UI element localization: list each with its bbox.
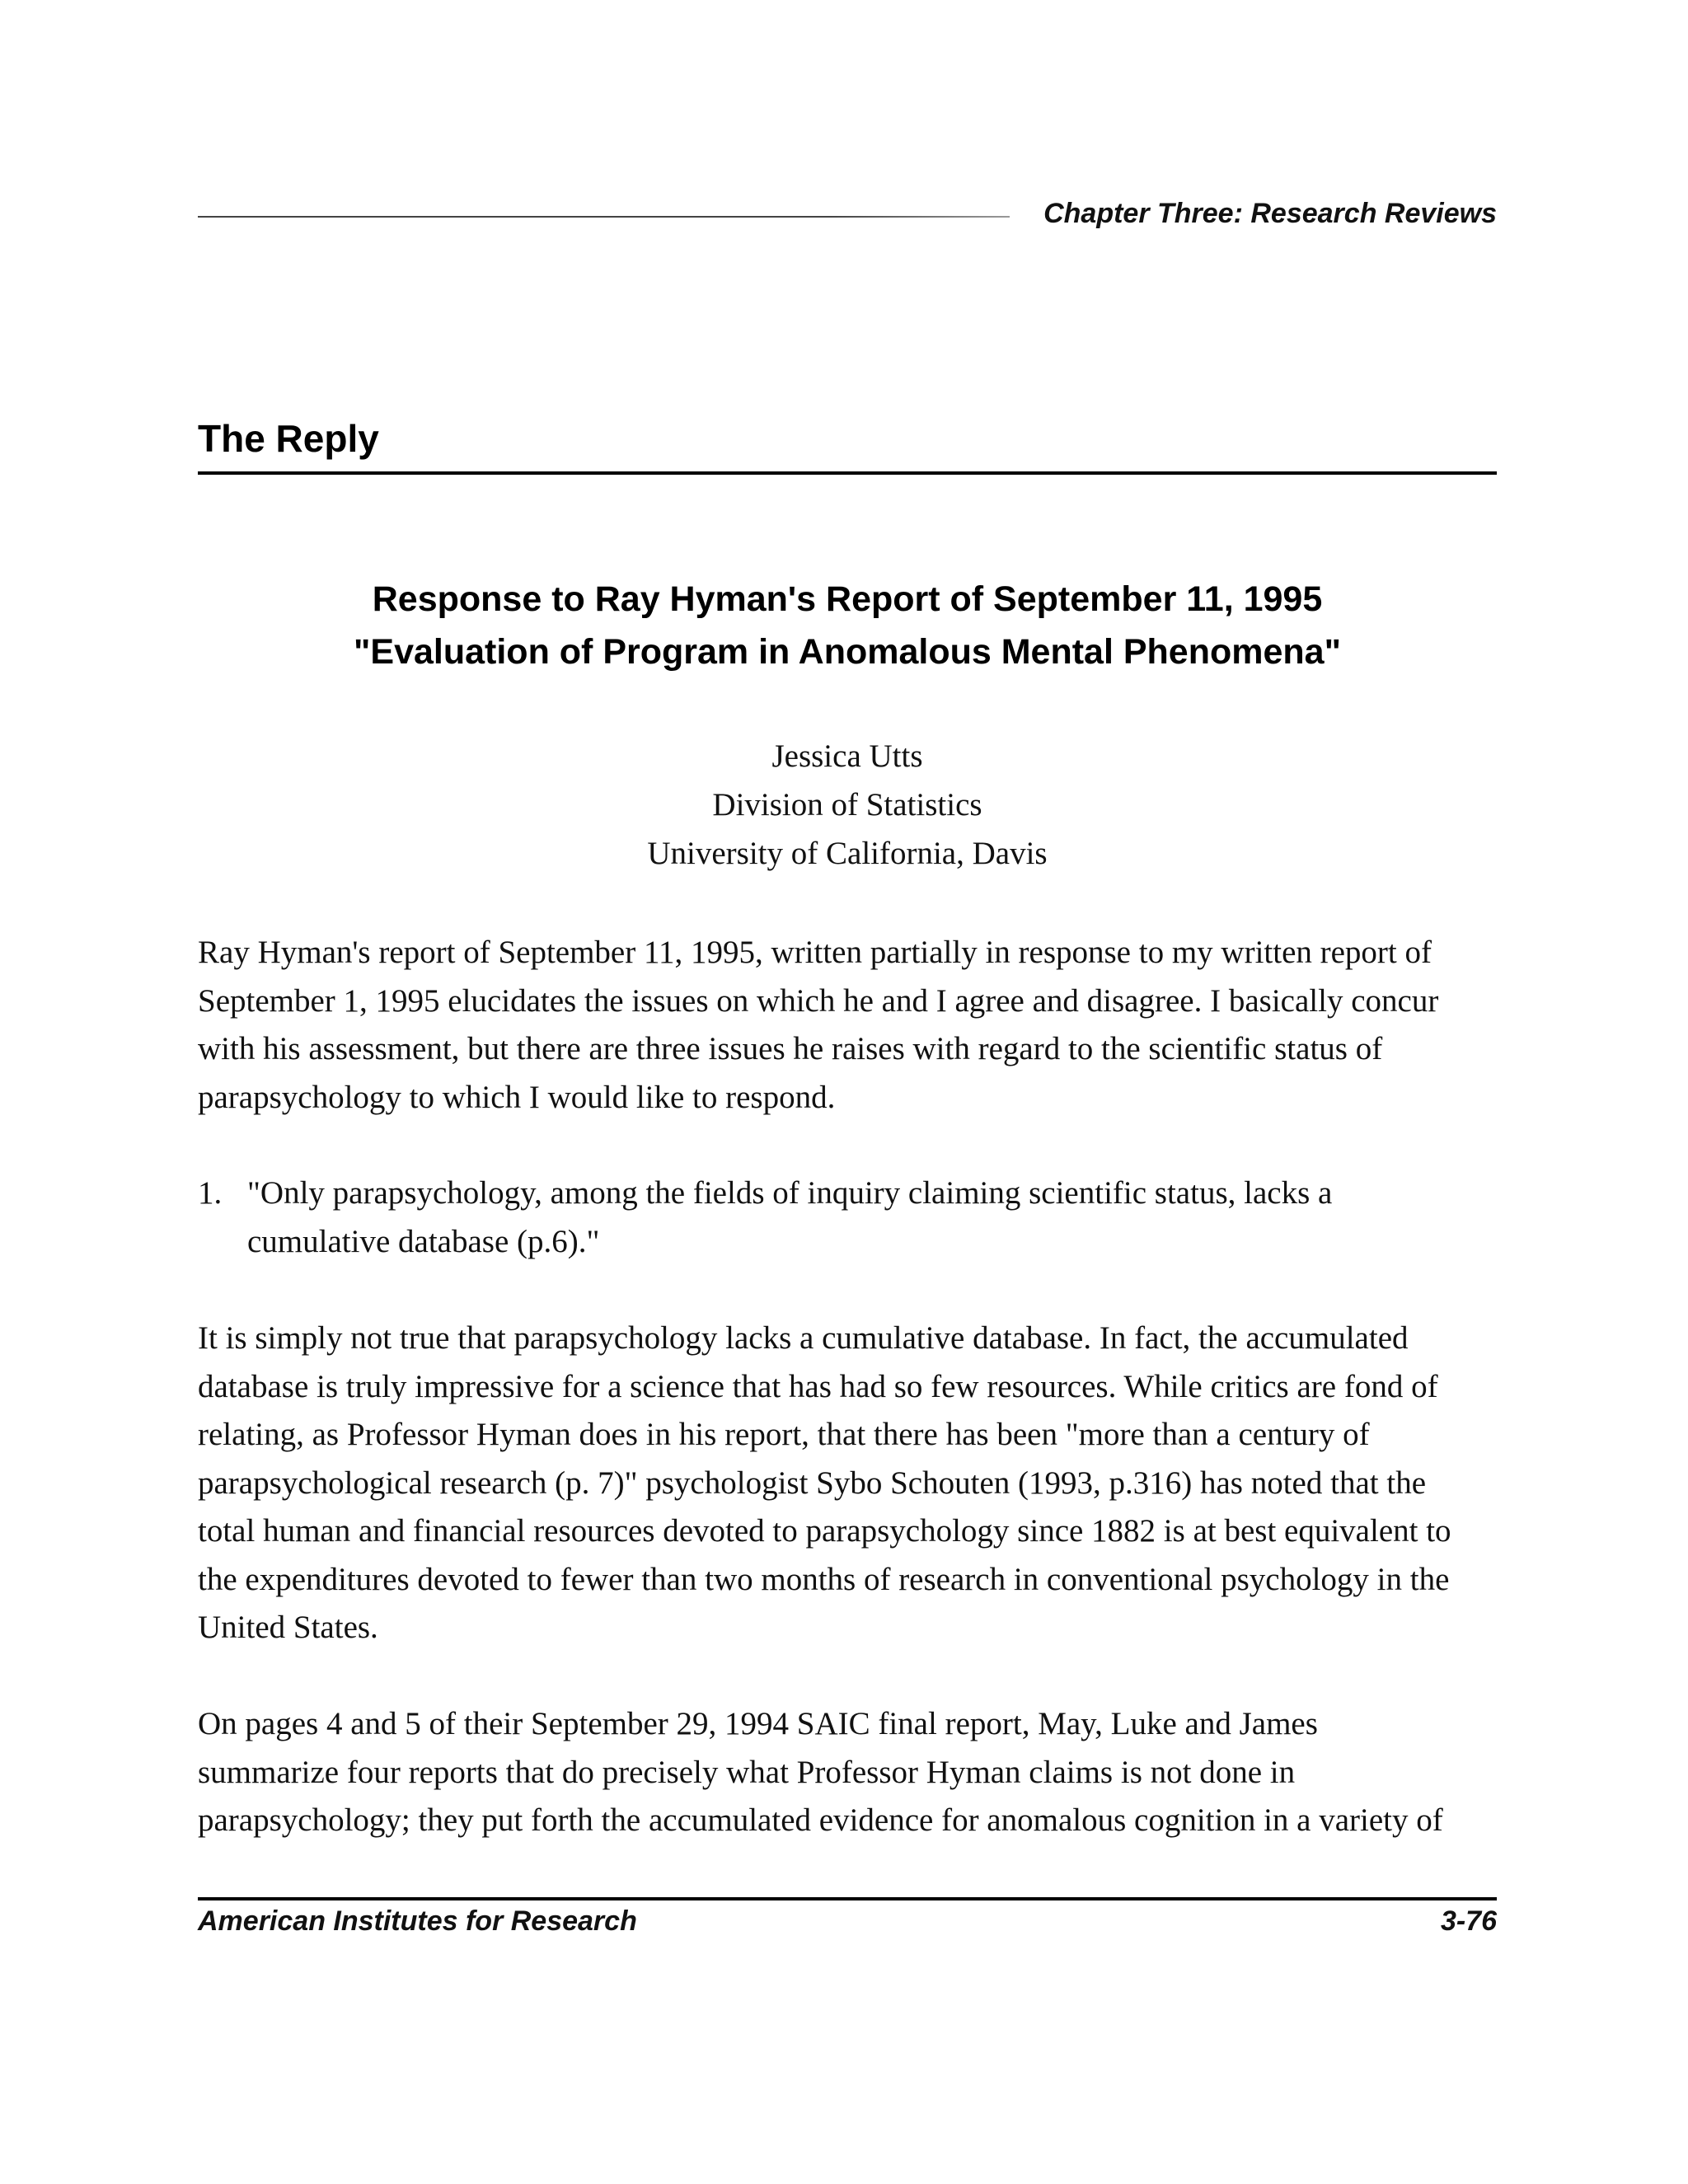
paragraph-line: September 1, 1995 elucidates the issues on which he and I agree and disagree. I basically concur [198,982,1439,1019]
paragraph-line: with his assessment, but there are three issues he raises with regard to the scientific status of [198,1031,1383,1066]
paragraph-line: parapsychology to which I would like to respond. [198,1079,836,1115]
document-title [198,573,1497,678]
author-department: Division of Statistics [712,787,982,823]
section-heading: The Reply [198,417,379,460]
footer-rule [198,1897,1497,1900]
document-title-line: "Evaluation of Program in Anomalous Mental Phenomena" [354,632,1341,672]
author-institution: University of California, Davis [647,836,1048,871]
paragraph-line: the expenditures devoted to fewer than two months of research in conventional psychology in the [198,1561,1450,1597]
paragraph-line: total human and financial resources devoted to parapsychology since 1882 is at best equivalent to [198,1513,1451,1549]
paragraph-line: It is simply not true that parapsychology lacks a cumulative database. In fact, the accumulated [198,1320,1409,1356]
item-line: cumulative database (p.6)." [247,1223,600,1259]
page-number: 3-76 [1440,1905,1497,1937]
byline [198,732,1497,878]
footer-organization: American Institutes for Research [198,1905,637,1937]
paragraph-line: Ray Hyman's report of September 11, 1995, written partially in response to my written report of [198,935,1432,970]
item-text [247,1169,1332,1266]
body-paragraph [198,1315,1508,1652]
body-paragraph [198,1700,1508,1845]
paragraph-line: parapsychological research (p. 7)" psychologist Sybo Schouten (1993, p.316) has noted that the [198,1465,1426,1501]
item-number: 1. [198,1175,223,1211]
paragraph-line: summarize four reports that do precisely what Professor Hyman claims is not done in [198,1754,1296,1790]
author-name: Jessica Utts [771,738,923,774]
body-paragraph [198,929,1508,1122]
header-rule [198,216,1010,218]
paragraph-line: relating, as Professor Hyman does in his report, that there has been "more than a century of [198,1417,1370,1452]
paragraph-line: parapsychology; they put forth the accumulated evidence for anomalous cognition in a variety of [198,1802,1443,1838]
item-line: "Only parapsychology, among the fields of inquiry claiming scientific status, lacks a [247,1175,1333,1211]
paragraph-line: On pages 4 and 5 of their September 29, 1994 SAIC final report, May, Luke and James [198,1706,1318,1741]
paragraph-line: United States. [198,1610,378,1645]
section-rule [198,471,1497,475]
document-title-line: Response to Ray Hyman's Report of September 11, 1995 [372,579,1323,619]
paragraph-line: database is truly impressive for a science that has had so few resources. While critics are fond of [198,1368,1438,1404]
chapter-title: Chapter Three: Research Reviews [1043,198,1497,229]
